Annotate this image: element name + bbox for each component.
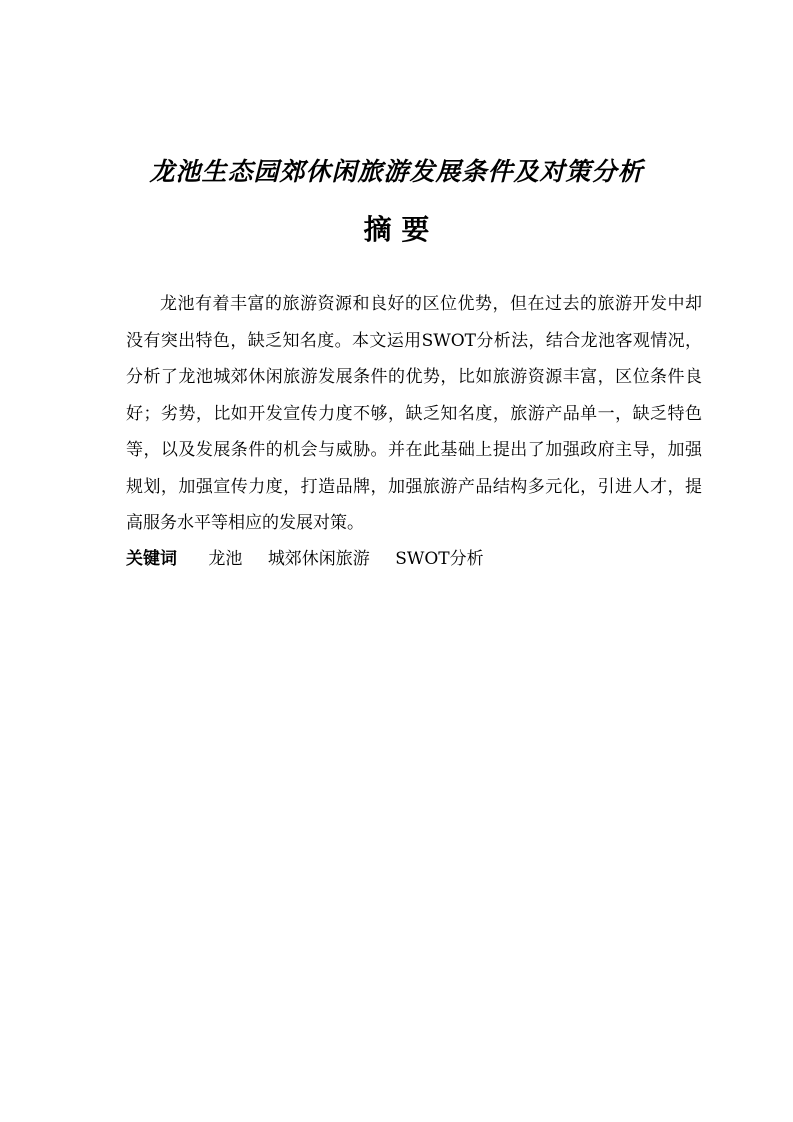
keyword-item: 城郊休闲旅游 bbox=[267, 549, 370, 569]
keyword-item: SWOT分析 bbox=[395, 549, 484, 569]
keywords-line bbox=[126, 541, 702, 577]
keyword-item: 龙池 bbox=[208, 549, 243, 569]
document-title: 龙池生态园郊休闲旅游发展条件及对策分析 bbox=[149, 157, 644, 186]
abstract-heading: 摘 要 bbox=[363, 213, 430, 246]
keywords-label: 关键词 bbox=[126, 549, 177, 569]
abstract-text: 龙池有着丰富的旅游资源和良好的区位优势，但在过去的旅游开发中却没有突出特色，缺乏知名度。本文运用SWOT分析法，结合龙池客观情况，分析了龙池城郊休闲旅游发展条件的优势，比如旅游资源丰富，区位条件良好；劣势，比如开发宣传力度不够，缺乏知名度，旅游产品单一，缺乏特色等，以及发展条件的机会与威胁。并在此基础上提出了加强政府主导，加强规划，加强宣传力度，打造品牌，加强旅游产品结构多元化，引进人才，提高服务水平等相应的发展对策。 bbox=[126, 294, 702, 533]
